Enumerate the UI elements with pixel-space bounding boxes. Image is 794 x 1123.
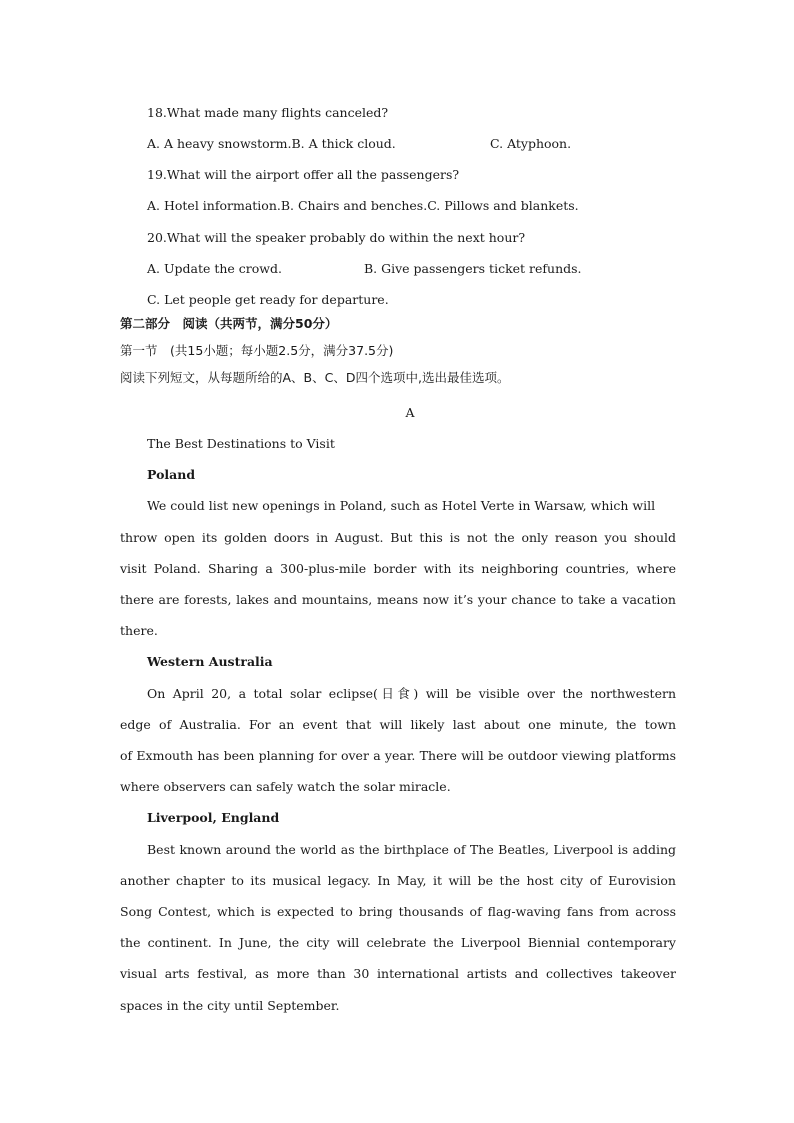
option-20-b: B. Give passengers ticket refunds. <box>364 261 582 276</box>
paragraph-line: spaces in the city until September. <box>120 998 340 1013</box>
section-heading-liverpool: Liverpool, England <box>147 810 280 825</box>
paragraph-line: visual arts festival, as more than 30 international artists and collectives takeover <box>120 966 676 981</box>
option-18-c: C. Atyphoon. <box>490 136 572 151</box>
passage-title: The Best Destinations to Visit <box>147 436 335 451</box>
question-18: 18.What made many flights canceled? <box>147 105 389 120</box>
paragraph-line: there. <box>120 623 158 638</box>
section1-heading: 第一节 (共15小题；每小题2.5分，满分37.5分) <box>120 343 394 358</box>
option-19-c: C. Pillows and blankets. <box>427 198 579 213</box>
reading-instruction: 阅读下列短文，从每题所给的A、B、C、D四个选项中,选出最佳选项。 <box>120 370 510 385</box>
paragraph-line: throw open its golden doors in August. But this is not the only reason you should <box>120 530 676 545</box>
paragraph-line: there are forests, lakes and mountains, means now it’s your chance to take a vacation <box>120 592 676 607</box>
part2-heading: 第二部分 阅读（共两节，满分50分） <box>120 316 338 331</box>
paragraph-line: another chapter to its musical legacy. In May, it will be the host city of Eurovision <box>120 873 676 888</box>
paragraph-line: visit Poland. Sharing a 300-plus-mile border with its neighboring countries, where <box>120 561 676 576</box>
paragraph-line: edge of Australia. For an event that will likely last about one minute, the town <box>120 717 676 732</box>
paragraph-line: where observers can safely watch the solar miracle. <box>120 779 451 794</box>
paragraph-line: Best known around the world as the birthplace of The Beatles, Liverpool is adding <box>147 842 676 857</box>
option-19-b: B. Chairs and benches. <box>280 198 428 213</box>
question-19: 19.What will the airport offer all the passengers? <box>147 167 460 182</box>
paragraph-line: the continent. In June, the city will celebrate the Liverpool Biennial contemporary <box>120 935 676 950</box>
paragraph-line: On April 20, a total solar eclipse(日食) will be visible over the northwestern <box>147 686 676 701</box>
option-20-c: C. Let people get ready for departure. <box>147 292 389 307</box>
question-20-options <box>147 261 703 277</box>
paragraph-line: of Exmouth has been planning for over a year. There will be outdoor viewing platforms <box>120 748 676 763</box>
section-heading-poland: Poland <box>147 467 196 482</box>
paragraph-line: Song Contest, which is expected to bring thousands of flag-waving fans from across <box>120 904 676 919</box>
option-18-b: B. A thick cloud. <box>291 136 396 151</box>
option-19-a: A. Hotel information. <box>147 198 281 213</box>
question-20: 20.What will the speaker probably do within the next hour? <box>147 230 526 245</box>
option-18-a: A. A heavy snowstorm. <box>147 136 292 151</box>
question-18-options <box>147 136 703 152</box>
paragraph-line: We could list new openings in Poland, such as Hotel Verte in Warsaw, which will <box>147 498 656 513</box>
section-heading-western-australia: Western Australia <box>147 654 273 669</box>
passage-letter: A <box>405 405 415 420</box>
option-20-a: A. Update the crowd. <box>147 261 282 276</box>
question-19-options <box>147 198 703 214</box>
